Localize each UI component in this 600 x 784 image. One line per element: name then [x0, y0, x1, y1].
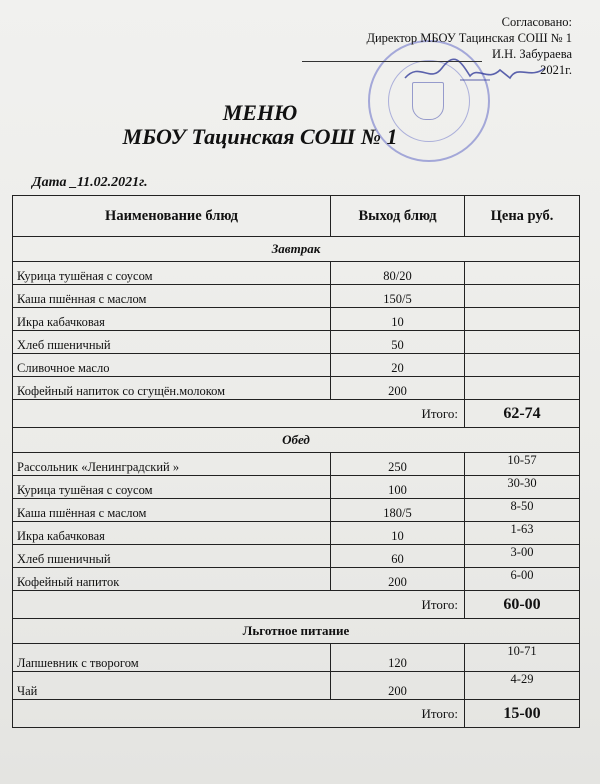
dish-portion: 10 — [331, 308, 465, 331]
dish-name: Икра кабачковая — [13, 522, 331, 545]
dish-name: Курица тушёная с соусом — [13, 262, 331, 285]
table-row — [13, 522, 580, 545]
dish-portion: 200 — [331, 672, 465, 700]
dish-portion: 60 — [331, 545, 465, 568]
approval-year: 2021г. — [540, 63, 572, 77]
dish-name: Лапшевник с творогом — [13, 644, 331, 672]
dish-price: 30-30 — [465, 476, 580, 499]
table-row — [13, 672, 580, 700]
table-row — [13, 331, 580, 354]
dish-price — [465, 308, 580, 331]
table-row — [13, 377, 580, 400]
dish-price: 10-57 — [465, 453, 580, 476]
dish-portion: 200 — [331, 568, 465, 591]
approval-block — [302, 14, 572, 78]
table-row — [13, 262, 580, 285]
section-lunch — [13, 428, 580, 453]
dish-name: Каша пшённая с маслом — [13, 499, 331, 522]
dish-portion: 80/20 — [331, 262, 465, 285]
table-row — [13, 354, 580, 377]
total-row-preferential — [13, 700, 580, 728]
approval-heading: Согласовано: — [501, 15, 572, 29]
dish-price — [465, 354, 580, 377]
signature-line — [302, 49, 482, 62]
dish-price — [465, 285, 580, 308]
section-title: Обед — [13, 428, 580, 453]
total-label: Итого: — [13, 591, 465, 619]
dish-portion: 50 — [331, 331, 465, 354]
dish-price — [465, 262, 580, 285]
total-label: Итого: — [13, 700, 465, 728]
table-row — [13, 499, 580, 522]
dish-name: Чай — [13, 672, 331, 700]
dish-portion: 10 — [331, 522, 465, 545]
header-dish-name: Наименование блюд — [13, 196, 331, 237]
menu-date: Дата _11.02.2021г. — [32, 175, 148, 190]
dish-price: 1-63 — [465, 522, 580, 545]
dish-price: 3-00 — [465, 545, 580, 568]
total-value: 62-74 — [465, 400, 580, 428]
table-row — [13, 453, 580, 476]
section-breakfast — [13, 237, 580, 262]
dish-price — [465, 377, 580, 400]
dish-name: Кофейный напиток со сгущён.молоком — [13, 377, 331, 400]
dish-portion: 120 — [331, 644, 465, 672]
section-title: Завтрак — [13, 237, 580, 262]
dish-name: Каша пшённая с маслом — [13, 285, 331, 308]
dish-name: Икра кабачковая — [13, 308, 331, 331]
dish-price: 8-50 — [465, 499, 580, 522]
approval-director: Директор МБОУ Тацинская СОШ № 1 — [366, 31, 572, 45]
table-row — [13, 285, 580, 308]
dish-name: Рассольник «Ленинградский » — [13, 453, 331, 476]
dish-portion: 250 — [331, 453, 465, 476]
table-row — [13, 545, 580, 568]
dish-price — [465, 331, 580, 354]
menu-table — [12, 195, 580, 728]
total-value: 15-00 — [465, 700, 580, 728]
section-title: Льготное питание — [13, 619, 580, 644]
dish-name: Курица тушёная с соусом — [13, 476, 331, 499]
table-row — [13, 308, 580, 331]
total-row-lunch — [13, 591, 580, 619]
school-title: МБОУ Тацинская СОШ № 1 — [122, 124, 398, 149]
total-label: Итого: — [13, 400, 465, 428]
approval-name-line — [302, 46, 572, 62]
table-row — [13, 568, 580, 591]
table-header-row — [13, 196, 580, 237]
dish-portion: 20 — [331, 354, 465, 377]
dish-price: 10-71 — [465, 644, 580, 672]
total-value: 60-00 — [465, 591, 580, 619]
dish-portion: 180/5 — [331, 499, 465, 522]
section-preferential — [13, 619, 580, 644]
total-row-breakfast — [13, 400, 580, 428]
dish-portion: 200 — [331, 377, 465, 400]
table-row — [13, 476, 580, 499]
dish-name: Хлеб пшеничный — [13, 331, 331, 354]
dish-name: Хлеб пшеничный — [13, 545, 331, 568]
dish-name: Кофейный напиток — [13, 568, 331, 591]
dish-price: 4-29 — [465, 672, 580, 700]
dish-portion: 100 — [331, 476, 465, 499]
header-price: Цена руб. — [465, 196, 580, 237]
dish-portion: 150/5 — [331, 285, 465, 308]
dish-name: Сливочное масло — [13, 354, 331, 377]
dish-price: 6-00 — [465, 568, 580, 591]
menu-title: МЕНЮ — [222, 100, 298, 125]
header-portion: Выход блюд — [331, 196, 465, 237]
table-row — [13, 644, 580, 672]
approval-name: И.Н. Забураева — [491, 47, 572, 61]
